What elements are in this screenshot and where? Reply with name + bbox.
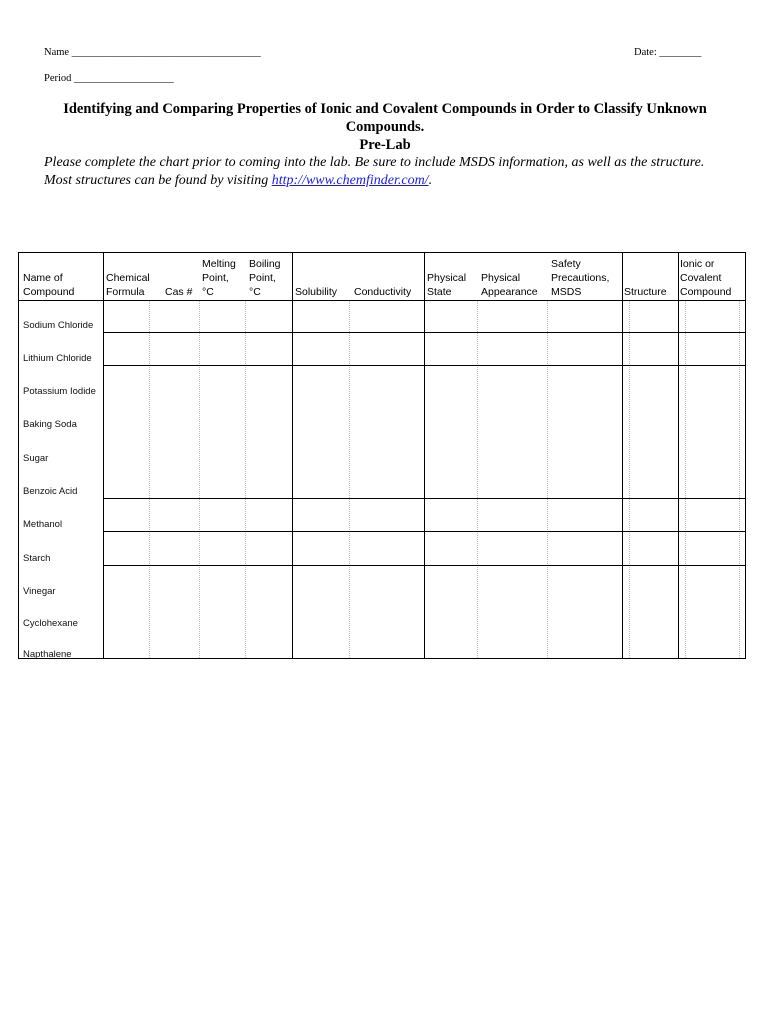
document-subtitle: Pre-Lab [359, 137, 411, 153]
header-name-of-compound: Name of Compound [23, 272, 75, 298]
column-divider [292, 253, 293, 658]
row-divider [103, 332, 745, 333]
row-divider [103, 565, 745, 566]
header-physical-appearance: Physical Appearance [481, 272, 538, 298]
cell-guide [547, 300, 548, 658]
row-divider [103, 531, 745, 532]
row-label-cyclohexane: Cyclohexane [23, 618, 78, 629]
row-label-baking-soda: Baking Soda [23, 419, 77, 430]
row-label-methanol: Methanol [23, 519, 63, 530]
header-melting-point: Melting Point, °C [202, 258, 236, 298]
row-label-sugar: Sugar [23, 453, 49, 464]
period-field-line[interactable]: Period ___________________ [44, 73, 174, 84]
properties-table [18, 252, 746, 659]
row-divider [103, 498, 745, 499]
cell-guide [685, 300, 686, 658]
row-label-napthalene: Napthalene [23, 649, 72, 660]
row-label-sodium-chloride: Sodium Chloride [23, 320, 94, 331]
cell-guide [739, 300, 740, 658]
cell-guide [199, 300, 200, 658]
header-conductivity: Conductivity [354, 286, 412, 298]
header-chemical-formula: Chemical Formula [106, 272, 150, 298]
header-safety-precautions: Safety Precautions, MSDS [551, 258, 610, 298]
cell-guide [349, 300, 350, 658]
header-cas-number: Cas # [165, 286, 193, 298]
cell-guide [477, 300, 478, 658]
row-label-benzoic-acid: Benzoic Acid [23, 486, 78, 497]
name-field-line[interactable]: Name ____________________________________ [44, 47, 261, 58]
header-boiling-point: Boiling Point, °C [249, 258, 281, 298]
header-structure: Structure [624, 286, 667, 298]
cell-guide [245, 300, 246, 658]
header-solubility: Solubility [295, 286, 338, 298]
header-physical-state: Physical State [427, 272, 467, 298]
instructions-text: Please complete the chart prior to coming into the lab. Be sure to include MSDS information, as well as the structure. Most structures can be found by visiting [44, 155, 705, 188]
document-title: Identifying and Comparing Properties of Ionic and Covalent Compounds in Order to Classify Unknown Compounds. [63, 101, 707, 135]
cell-guide [149, 300, 150, 658]
row-label-vinegar: Vinegar [23, 586, 56, 597]
row-divider [103, 365, 745, 366]
row-label-potassium-iodide: Potassium Iodide [23, 386, 96, 397]
header-ionic-or-covalent: Ionic or Covalent Compound [680, 258, 732, 298]
header-divider [19, 300, 745, 301]
column-divider [622, 253, 623, 658]
row-label-starch: Starch [23, 553, 51, 564]
date-field-line[interactable]: Date: ________ [634, 47, 702, 58]
row-label-lithium-chloride: Lithium Chloride [23, 353, 92, 364]
column-divider [103, 253, 104, 658]
instructions-end: . [428, 173, 433, 188]
column-divider [424, 253, 425, 658]
chemfinder-link[interactable]: http://www.chemfinder.com/ [271, 173, 429, 188]
cell-guide [629, 300, 630, 658]
column-divider [678, 253, 679, 658]
instructions-paragraph [44, 154, 734, 190]
